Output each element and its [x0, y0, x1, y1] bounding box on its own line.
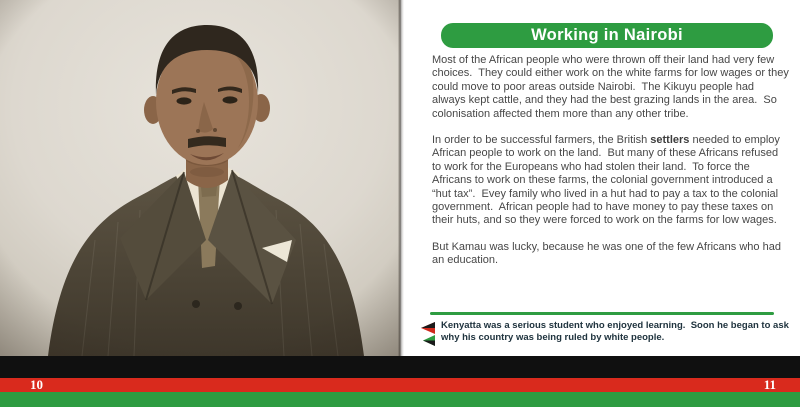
- paragraph-2-start: In order to be successful farmers, the British: [432, 134, 651, 147]
- paragraph-3: But Kamau was lucky, because he was one of the few Africans who had an education.: [432, 240, 785, 267]
- paragraph-1: Most of the African people who were thrown off their land had very few choices. They could either work on the white farms for low wages or they could move to poor areas outside Nairobi. The Kikuyu people had always kept cattle, and they had the best grazing lands in the area. So colonisation affected them more than any other tribe.: [432, 54, 792, 120]
- caption-divider-rule: [430, 312, 774, 315]
- body-text: [432, 54, 790, 281]
- left-page: [0, 0, 400, 356]
- page-number-right: 11: [763, 377, 776, 392]
- paragraph-2-end: needed to employ African people to work on the land. But many of these Africans refused to work for the Europeans who had stolen their land. To force the Africans to work on these farms, the colonial government introduced a “hut tax”. Evey family who lived in a hut had to pay a tax to the colonial government. African people had to have money to pay these taxes on their huts, and so they were forced to work on the farms for low wages.: [432, 134, 783, 227]
- kenyatta-portrait-photo: [0, 0, 400, 356]
- footer-stripe-green: [0, 392, 800, 407]
- page-title: Working in Nairobi: [531, 26, 683, 44]
- glossary-term-settlers: settlers: [650, 134, 690, 147]
- footer-stripe-red: [0, 378, 800, 392]
- paragraph-2: [432, 134, 790, 228]
- page-number-left: 10: [30, 377, 43, 392]
- caption-arrow-icon: [421, 322, 436, 348]
- photo-caption: [421, 320, 793, 348]
- caption-text: Kenyatta was a serious student who enjoyed learning. Soon he began to ask why his country was being ruled by white people.: [441, 320, 792, 343]
- section-header: [441, 23, 773, 48]
- right-page: [404, 0, 800, 356]
- footer-stripe-black: [0, 356, 800, 378]
